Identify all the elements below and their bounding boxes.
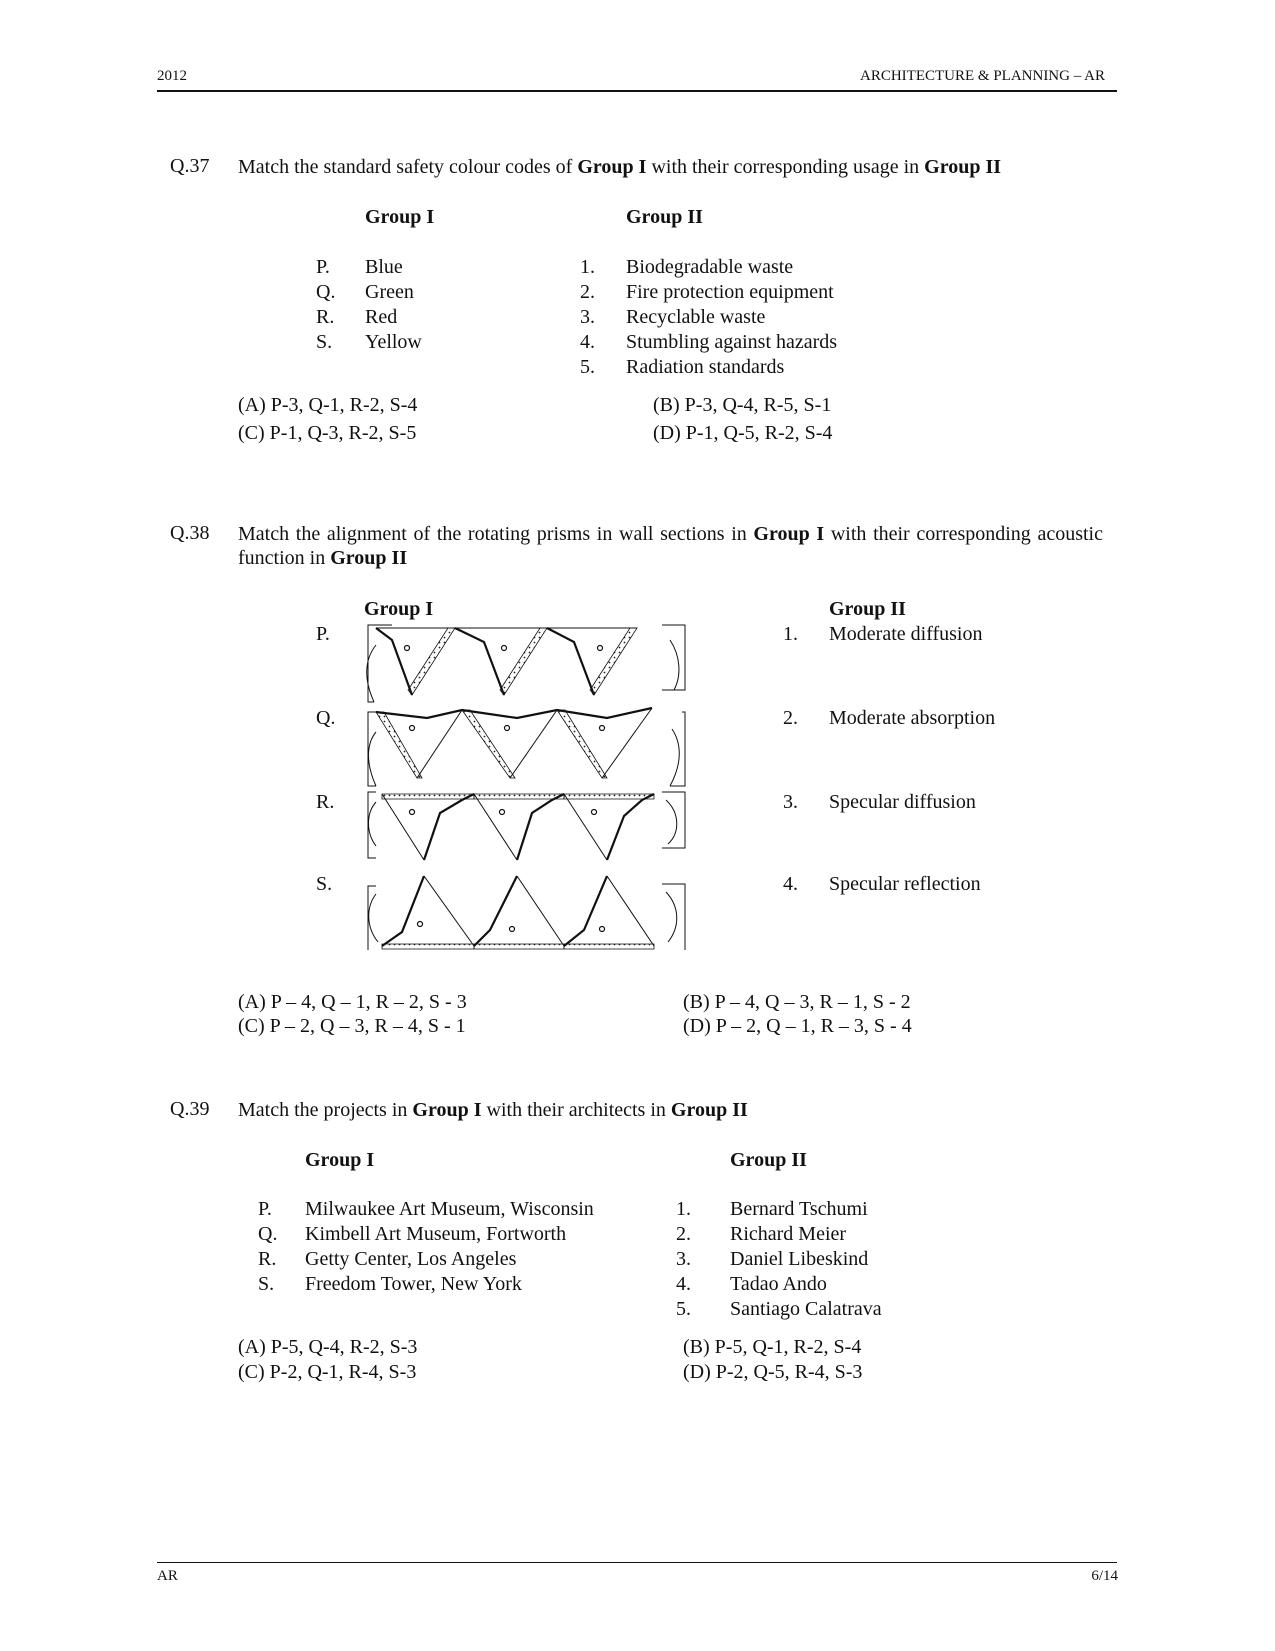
footer-code: AR: [157, 1568, 178, 1584]
q38-g2-label: 4.: [783, 873, 798, 895]
q37-g1-label: Q.: [316, 281, 336, 303]
q38-g2-label: 1.: [783, 623, 798, 645]
q38-g2-text: Specular reflection: [829, 873, 981, 895]
q38-g2-text: Moderate absorption: [829, 707, 996, 729]
q38-stem-b: Group I: [753, 523, 825, 545]
q38-stem-d: Group II: [330, 547, 408, 569]
q39-stem-a: Match the projects in: [238, 1099, 413, 1121]
q38-g2-label: 3.: [783, 791, 798, 813]
wall-section-s: [368, 876, 685, 950]
q37-g1-text: Yellow: [365, 331, 422, 353]
q39-stem: [238, 1098, 748, 1122]
wall-section-r: [368, 792, 685, 860]
q39-option-c[interactable]: (C) P-2, Q-1, R-4, S-3: [238, 1361, 417, 1383]
header-subject: ARCHITECTURE & PLANNING – AR: [859, 68, 1105, 84]
header-year: 2012: [157, 68, 187, 84]
q39-stem-c: with their architects in: [481, 1099, 671, 1121]
q38-g2-text: Specular diffusion: [829, 791, 976, 813]
q39-g2-label: 3.: [676, 1248, 691, 1270]
q37-g1-label: R.: [316, 306, 335, 328]
q39-g1-label: Q.: [258, 1223, 278, 1245]
q37-g1-label: P.: [316, 256, 330, 278]
q38-option-d[interactable]: (D) P – 2, Q – 1, R – 3, S - 4: [683, 1015, 912, 1037]
q38-option-c[interactable]: (C) P – 2, Q – 3, R – 4, S - 1: [238, 1015, 466, 1037]
q38-g2-text: Moderate diffusion: [829, 623, 983, 645]
q37-option-b[interactable]: (B) P-3, Q-4, R-5, S-1: [653, 394, 832, 416]
q38-option-b[interactable]: (B) P – 4, Q – 3, R – 1, S - 2: [683, 991, 911, 1013]
header-rule: [157, 90, 1117, 92]
q37-stem-b: Group I: [577, 156, 647, 178]
q37-g2-text: Biodegradable waste: [626, 256, 794, 278]
q39-g1-text: Milwaukee Art Museum, Wisconsin: [305, 1198, 594, 1220]
q39-g2-label: 4.: [676, 1273, 691, 1295]
q39-g1-label: P.: [258, 1198, 272, 1220]
q37-g1-label: S.: [316, 331, 333, 353]
q39-g1-text: Freedom Tower, New York: [305, 1273, 522, 1295]
q37-g1-text: Red: [365, 306, 398, 328]
q38-label-q: Q.: [316, 707, 336, 729]
q37-number: Q.37: [170, 155, 210, 177]
q37-g2-text: Fire protection equipment: [626, 281, 834, 303]
q37-g2-label: 1.: [580, 256, 595, 278]
q39-group2-heading: Group II: [730, 1149, 807, 1171]
q37-group1-heading: Group I: [365, 206, 435, 228]
q37-group2-heading: Group II: [626, 206, 703, 228]
q38-stem-c: with their corresponding acoustic function in: [238, 523, 1103, 569]
q37-g2-text: Stumbling against hazards: [626, 331, 838, 353]
q37-stem-a: Match the standard safety colour codes of: [238, 156, 578, 178]
q37-g1-text: Blue: [365, 256, 403, 278]
q39-g1-label: R.: [258, 1248, 277, 1270]
q37-stem-c: with their corresponding usage in: [646, 156, 925, 178]
q37-g1-text: Green: [365, 281, 414, 303]
q37-option-c[interactable]: (C) P-1, Q-3, R-2, S-5: [238, 422, 417, 444]
q39-group1-heading: Group I: [305, 1149, 375, 1171]
q38-g2-label: 2.: [783, 707, 798, 729]
q39-g2-text: Bernard Tschumi: [730, 1198, 868, 1220]
q38-option-a[interactable]: (A) P – 4, Q – 1, R – 2, S - 3: [238, 991, 467, 1013]
footer-rule: [157, 1562, 1117, 1563]
q39-g1-text: Kimbell Art Museum, Fortworth: [305, 1223, 567, 1245]
q37-g2-text: Recyclable waste: [626, 306, 766, 328]
q37-g2-label: 5.: [580, 356, 595, 378]
q39-g2-label: 2.: [676, 1223, 691, 1245]
q39-g2-label: 5.: [676, 1298, 691, 1320]
q39-g2-text: Tadao Ando: [730, 1273, 827, 1295]
q37-stem: [238, 155, 1001, 179]
q39-stem-d: Group II: [670, 1099, 748, 1121]
q38-number: Q.38: [170, 522, 210, 544]
q39-g2-text: Daniel Libeskind: [730, 1248, 869, 1270]
q37-option-d[interactable]: (D) P-1, Q-5, R-2, S-4: [653, 422, 833, 444]
q39-option-a[interactable]: (A) P-5, Q-4, R-2, S-3: [238, 1336, 418, 1358]
q39-stem-b: Group I: [412, 1099, 482, 1121]
q38-label-p: P.: [316, 623, 330, 645]
q39-g1-label: S.: [258, 1273, 275, 1295]
q37-g2-label: 2.: [580, 281, 595, 303]
q39-g2-label: 1.: [676, 1198, 691, 1220]
q38-label-s: S.: [316, 873, 333, 895]
q38-group1-heading: Group I: [364, 598, 434, 620]
wall-section-q: [368, 708, 685, 786]
q38-stem-a: Match the alignment of the rotating prisms in wall sections in: [238, 523, 754, 545]
q37-g2-label: 4.: [580, 331, 595, 353]
q39-number: Q.39: [170, 1098, 210, 1120]
q37-option-a[interactable]: (A) P-3, Q-1, R-2, S-4: [238, 394, 418, 416]
q37-g2-label: 3.: [580, 306, 595, 328]
q38-label-r: R.: [316, 791, 335, 813]
prism-wall-diagram: [362, 620, 692, 950]
q38-group2-heading: Group II: [829, 598, 906, 620]
footer-page: 6/14: [1091, 1568, 1118, 1584]
wall-section-p: [367, 625, 685, 702]
q39-option-d[interactable]: (D) P-2, Q-5, R-4, S-3: [683, 1361, 863, 1383]
q39-g2-text: Richard Meier: [730, 1223, 847, 1245]
q39-option-b[interactable]: (B) P-5, Q-1, R-2, S-4: [683, 1336, 862, 1358]
q37-g2-text: Radiation standards: [626, 356, 785, 378]
q39-g1-text: Getty Center, Los Angeles: [305, 1248, 517, 1270]
q37-stem-d: Group II: [924, 156, 1002, 178]
q39-g2-text: Santiago Calatrava: [730, 1298, 882, 1320]
q38-stem: [238, 522, 1103, 570]
